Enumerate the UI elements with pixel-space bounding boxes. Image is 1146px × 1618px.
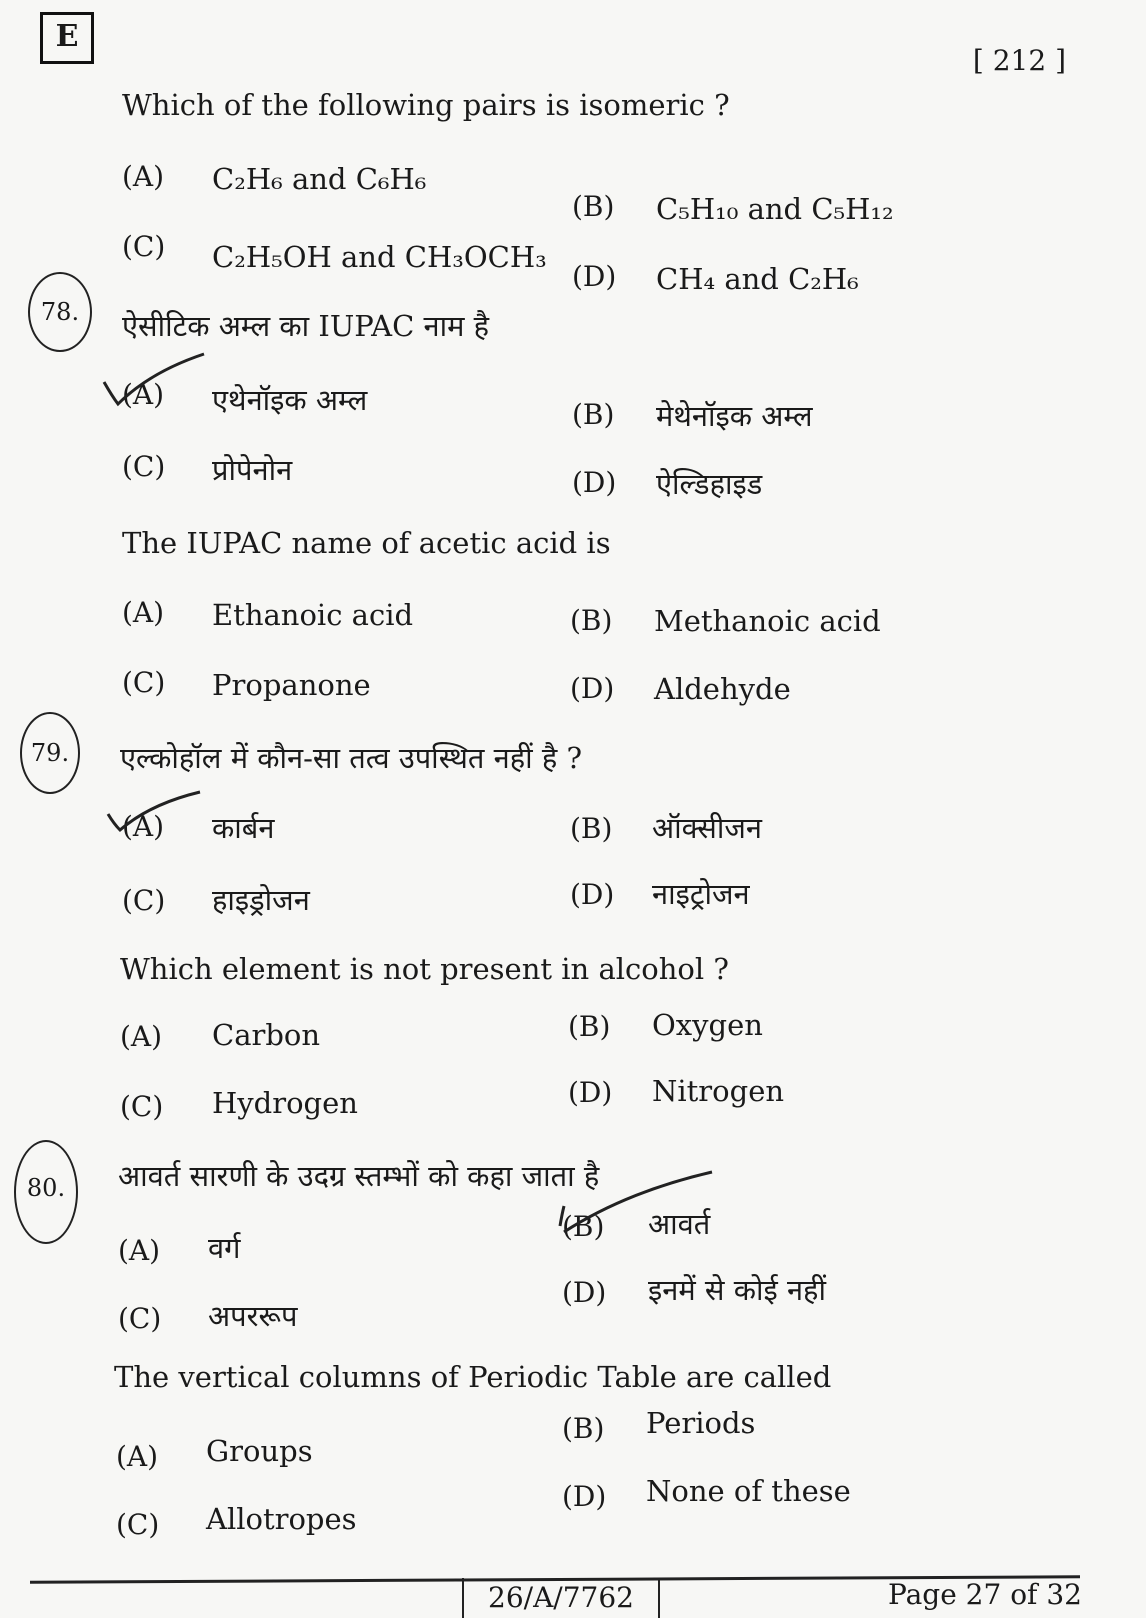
q78-en-option-c-label: (C) (122, 666, 166, 699)
q78-number-circle: 78. (28, 272, 92, 352)
q77-option-b-label: (B) (572, 190, 615, 223)
q80-number-circle: 80. (14, 1140, 78, 1244)
q80-en-option-d-label: (D) (562, 1480, 607, 1513)
set-letter-box: E (40, 12, 94, 64)
q78-hi-option-c-label: (C) (122, 450, 166, 483)
q78-en-option-d-label: (D) (570, 672, 615, 705)
q80-en-option-a-label: (A) (116, 1440, 159, 1473)
q77-option-d-label: (D) (572, 260, 617, 293)
q78-en-option-a-text: Ethanoic acid (212, 598, 414, 632)
q79-question-hi: एल्कोहॉल में कौन-सा तत्व उपस्थित नहीं है ? (120, 741, 583, 775)
q79-en-option-b-label: (B) (568, 1010, 611, 1043)
q78-hi-option-d-label: (D) (572, 466, 617, 499)
q80-en-option-d-text: None of these (646, 1474, 851, 1508)
q80-hi-option-c-label: (C) (118, 1302, 162, 1335)
q79-hi-option-d-text: नाइट्रोजन (652, 877, 750, 911)
q77-option-b-text: C₅H₁₀ and C₅H₁₂ (656, 192, 894, 226)
q79-hi-option-d-label: (D) (570, 878, 615, 911)
q79-en-option-b-text: Oxygen (652, 1008, 763, 1042)
q78-en-option-a-label: (A) (122, 596, 165, 629)
q78-hi-option-b-label: (B) (572, 398, 615, 431)
q79-hi-option-b-label: (B) (570, 812, 613, 845)
q79-number-circle: 79. (20, 712, 80, 794)
q79-en-option-d-text: Nitrogen (652, 1074, 785, 1108)
footer-page-number: Page 27 of 32 (888, 1578, 1082, 1611)
q78-question-en: The IUPAC name of acetic acid is (122, 526, 611, 560)
q78-hi-option-c-text: प्रोपेनोन (212, 453, 293, 487)
q80-question-hi: आवर्त सारणी के उदग्र स्तम्भों को कहा जाता है (118, 1159, 600, 1193)
q80-hi-option-a-label: (A) (118, 1234, 161, 1267)
q77-option-c-label: (C) (122, 230, 166, 263)
q77-option-a-text: C₂H₆ and C₆H₆ (212, 162, 427, 196)
q80-hi-option-c-text: अपररूप (208, 1299, 298, 1333)
q80-hi-option-d-label: (D) (562, 1276, 607, 1309)
q80-en-option-b-label: (B) (562, 1412, 605, 1445)
q79-hi-option-a-label: (A) (122, 810, 165, 843)
q77-option-d-text: CH₄ and C₂H₆ (656, 262, 859, 296)
q79-hi-option-b-text: ऑक्सीजन (652, 811, 763, 845)
q79-hi-option-c-text: हाइड्रोजन (212, 883, 310, 917)
q78-hi-option-d-text: ऐल्डिहाइड (656, 467, 763, 501)
footer-paper-code: 26/A/7762 (462, 1578, 660, 1618)
q78-hi-option-a-label: (A) (122, 378, 165, 411)
q80-hi-option-d-text: इनमें से कोई नहीं (648, 1273, 826, 1307)
q78-hi-option-b-text: मेथेनॉइक अम्ल (656, 399, 813, 433)
q79-en-option-c-label: (C) (120, 1090, 164, 1123)
q78-en-option-c-text: Propanone (212, 668, 371, 702)
q78-hi-option-a-text: एथेनॉइक अम्ल (212, 383, 368, 417)
q78-question-hi: ऐसीटिक अम्ल का IUPAC नाम है (122, 309, 490, 343)
q79-question-en: Which element is not present in alcohol ? (120, 952, 729, 986)
q77-option-c-text: C₂H₅OH and CH₃OCH₃ (212, 240, 547, 274)
q77-option-a-label: (A) (122, 160, 165, 193)
q79-en-option-a-text: Carbon (212, 1018, 321, 1052)
q80-question-en: The vertical columns of Periodic Table are called (114, 1360, 832, 1394)
paper-code-top: [ 212 ] (972, 44, 1066, 77)
q79-hi-option-c-label: (C) (122, 884, 166, 917)
q80-en-option-c-text: Allotropes (206, 1502, 357, 1536)
q80-hi-option-b-text: आवर्त (648, 1207, 711, 1241)
q79-en-option-a-label: (A) (120, 1020, 163, 1053)
q78-en-option-d-text: Aldehyde (654, 672, 791, 706)
q79-en-option-c-text: Hydrogen (212, 1086, 358, 1120)
q80-en-option-b-text: Periods (646, 1406, 756, 1440)
q79-hi-option-a-text: कार्बन (212, 811, 275, 845)
q77-question-en: Which of the following pairs is isomeric ? (122, 88, 730, 122)
q78-en-option-b-text: Methanoic acid (654, 604, 881, 638)
q79-en-option-d-label: (D) (568, 1076, 613, 1109)
q80-hi-option-b-label: (B) (562, 1210, 605, 1243)
q80-hi-option-a-text: वर्ग (208, 1231, 241, 1265)
q78-en-option-b-label: (B) (570, 604, 613, 637)
q80-en-option-c-label: (C) (116, 1508, 160, 1541)
q80-en-option-a-text: Groups (206, 1434, 313, 1468)
